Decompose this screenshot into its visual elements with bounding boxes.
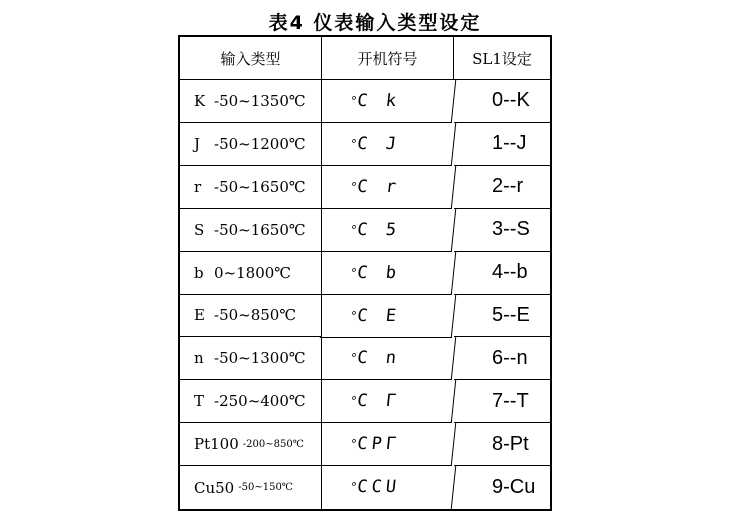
startup-symbol-cell [320, 295, 457, 338]
startup-symbol-cell [320, 466, 457, 509]
degree-symbol: ° [349, 480, 358, 495]
degree-symbol: ° [349, 351, 359, 366]
input-type-range: -50~1650℃ [214, 220, 306, 239]
sl1-setting-cell: 1--J [454, 123, 550, 166]
input-type-range: -250~400℃ [214, 392, 306, 411]
startup-symbol-cell [320, 337, 457, 380]
sl1-setting-cell: 5--E [454, 295, 550, 338]
input-type-cell [180, 123, 322, 166]
degree-symbol: ° [349, 93, 359, 108]
startup-symbol-cell [320, 252, 457, 295]
input-type-letter: E [194, 306, 205, 325]
input-type-cell [180, 380, 322, 423]
input-type-letter: Pt100 [194, 435, 239, 454]
input-type-range: 0~1800℃ [214, 263, 292, 282]
input-type-letter: K [194, 91, 206, 110]
input-type-letter: S [194, 220, 205, 239]
input-type-cell [180, 209, 322, 252]
input-type-cell [180, 295, 322, 338]
input-type-cell [180, 337, 322, 380]
startup-symbol-code: C J [356, 133, 402, 154]
startup-symbol-code: C n [356, 348, 402, 369]
input-type-letter: Cu50 [194, 478, 235, 497]
degree-symbol: ° [349, 136, 359, 151]
input-type-letter: n [194, 349, 204, 368]
startup-symbol-code: C b [356, 262, 402, 283]
sl1-setting-cell: 9-Cu [492, 476, 536, 499]
startup-symbol-code: C Γ [356, 391, 402, 412]
input-type-cell [180, 466, 322, 509]
degree-symbol: ° [349, 222, 359, 237]
input-type-range: -50~1350℃ [214, 91, 306, 110]
input-type-cell [180, 80, 322, 123]
startup-symbol-code: C E [356, 305, 402, 326]
sl1-setting-cell: 0--K [454, 80, 550, 123]
header-startup-symbol: 开机符号 [322, 37, 454, 80]
input-type-cell [180, 252, 322, 295]
sl1-setting-cell: 4--b [454, 252, 550, 295]
startup-symbol-cell [320, 209, 457, 252]
startup-symbol-code: C 5 [356, 219, 402, 240]
startup-symbol-cell [320, 166, 457, 209]
input-type-range: -50~150℃ [238, 482, 293, 494]
input-type-cell [180, 166, 322, 209]
startup-symbol-code: CPΓ [356, 434, 402, 455]
startup-symbol-cell [320, 123, 457, 166]
input-type-letter: r [194, 177, 202, 196]
table-title: 表4 仪表输入类型设定 [268, 12, 482, 34]
startup-symbol-cell [320, 380, 457, 423]
input-type-letter: b [194, 263, 204, 282]
input-type-range: -50~1200℃ [214, 134, 306, 153]
sl1-setting-cell: 8-Pt [454, 423, 550, 466]
input-type-range: -200~850℃ [242, 438, 304, 450]
degree-symbol: ° [349, 179, 359, 194]
input-type-letter: J [194, 134, 201, 153]
input-type-letter: T [194, 392, 205, 411]
input-type-range: -50~1650℃ [214, 177, 306, 196]
startup-symbol-code: C k [356, 90, 402, 111]
sl1-setting-cell: 2--r [454, 166, 550, 209]
degree-symbol: ° [349, 265, 359, 280]
startup-symbol-cell [320, 423, 457, 466]
sl1-setting-cell: 3--S [454, 209, 550, 252]
degree-symbol: ° [349, 394, 359, 409]
input-type-cell [180, 423, 322, 466]
degree-symbol: ° [349, 437, 359, 452]
input-type-table [178, 35, 552, 511]
input-type-range: -50~850℃ [214, 306, 297, 325]
sl1-setting-cell: 7--T [454, 380, 550, 423]
input-type-range: -50~1300℃ [214, 349, 306, 368]
startup-symbol-code: C r [356, 176, 402, 197]
header-input-type: 输入类型 [180, 37, 322, 80]
startup-symbol-code: CCU [356, 477, 402, 498]
sl1-setting-cell: 6--n [454, 337, 550, 380]
degree-symbol: ° [349, 308, 359, 323]
header-sl1-setting: SL1设定 [454, 37, 550, 80]
startup-symbol-cell [320, 80, 457, 123]
